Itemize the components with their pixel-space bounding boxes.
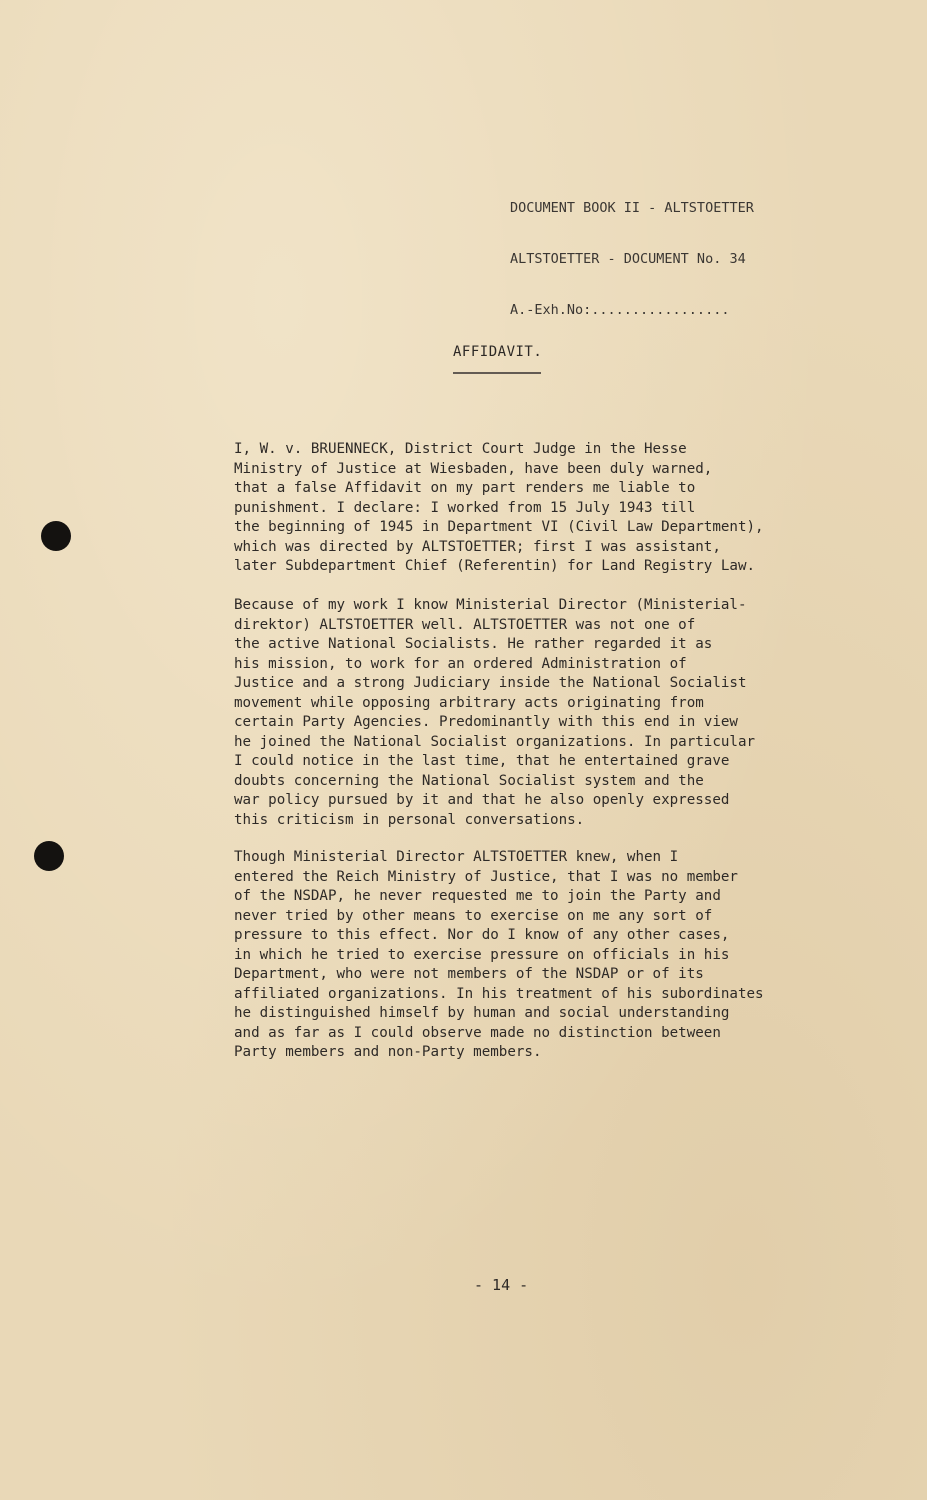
paragraph-line: direktor) ALTSTOETTER well. ALTSTOETTER was not one of [234, 616, 696, 633]
paragraph-line: punishment. I declare: I worked from 15 July 1943 till [234, 499, 696, 516]
punch-hole [41, 521, 71, 551]
paragraph-line: later Subdepartment Chief (Referentin) for Land Registry Law. [234, 558, 756, 574]
page-number: - 14 - [474, 1276, 529, 1294]
paragraph-line: I could notice in the last time, that he entertained grave [234, 753, 730, 769]
title-underline [453, 372, 541, 374]
paragraph-line: in which he tried to exercise pressure on officials in his [234, 946, 730, 963]
paragraph-line: he distinguished himself by human and social understanding [234, 1005, 730, 1021]
document-header [510, 166, 754, 353]
paragraph-line: movement while opposing arbitrary acts originating from [234, 694, 704, 711]
paragraph-line: Because of my work I know Ministerial Director (Ministerial- [234, 597, 747, 613]
punch-hole [34, 841, 64, 871]
paragraph-line: entered the Reich Ministry of Justice, that I was no member [234, 868, 738, 885]
paragraph-line: Party members and non-Party members. [234, 1044, 542, 1060]
paragraph-line: that a false Affidavit on my part renders me liable to [234, 480, 696, 496]
paragraph-1 [234, 440, 834, 577]
paragraph-line: his mission, to work for an ordered Administration of [234, 655, 687, 672]
paragraph-line: the active National Socialists. He rather regarded it as [234, 636, 713, 652]
paragraph-3 [234, 848, 834, 1063]
paragraph-line: Though Ministerial Director ALTSTOETTER knew, when I [234, 849, 679, 865]
paragraph-line: this criticism in personal conversations. [234, 811, 585, 828]
paragraph-line: I, W. v. BRUENNECK, District Court Judge in the Hesse [234, 441, 687, 457]
paragraph-line: pressure to this effect. Nor do I know of any other cases, [234, 927, 730, 943]
paragraph-line: doubts concerning the National Socialist system and the [234, 772, 704, 789]
paragraph-line: Justice and a strong Judiciary inside the National Socialist [234, 675, 747, 691]
header-line-3: A.-Exh.No:................. [510, 302, 730, 318]
document-title: AFFIDAVIT. [453, 344, 543, 360]
header-line-2: ALTSTOETTER - DOCUMENT No. 34 [510, 251, 746, 267]
paragraph-line: and as far as I could observe made no distinction between [234, 1024, 721, 1041]
paragraph-line: Ministry of Justice at Wiesbaden, have been duly warned, [234, 460, 713, 477]
header-line-1: DOCUMENT BOOK II - ALTSTOETTER [510, 200, 754, 216]
paragraph-2 [234, 596, 834, 830]
paragraph-line: the beginning of 1945 in Department VI (Civil Law Department), [234, 519, 764, 535]
paragraph-line: which was directed by ALTSTOETTER; first I was assistant, [234, 538, 721, 555]
paragraph-line: he joined the National Socialist organizations. In particular [234, 733, 756, 750]
paragraph-line: affiliated organizations. In his treatment of his subordinates [234, 985, 764, 1002]
paragraph-line: war policy pursued by it and that he also openly expressed [234, 792, 730, 808]
paragraph-line: never tried by other means to exercise on me any sort of [234, 907, 713, 924]
paragraph-line: certain Party Agencies. Predominantly with this end in view [234, 714, 738, 730]
paragraph-line: Department, who were not members of the NSDAP or of its [234, 966, 704, 982]
paragraph-line: of the NSDAP, he never requested me to join the Party and [234, 888, 721, 904]
